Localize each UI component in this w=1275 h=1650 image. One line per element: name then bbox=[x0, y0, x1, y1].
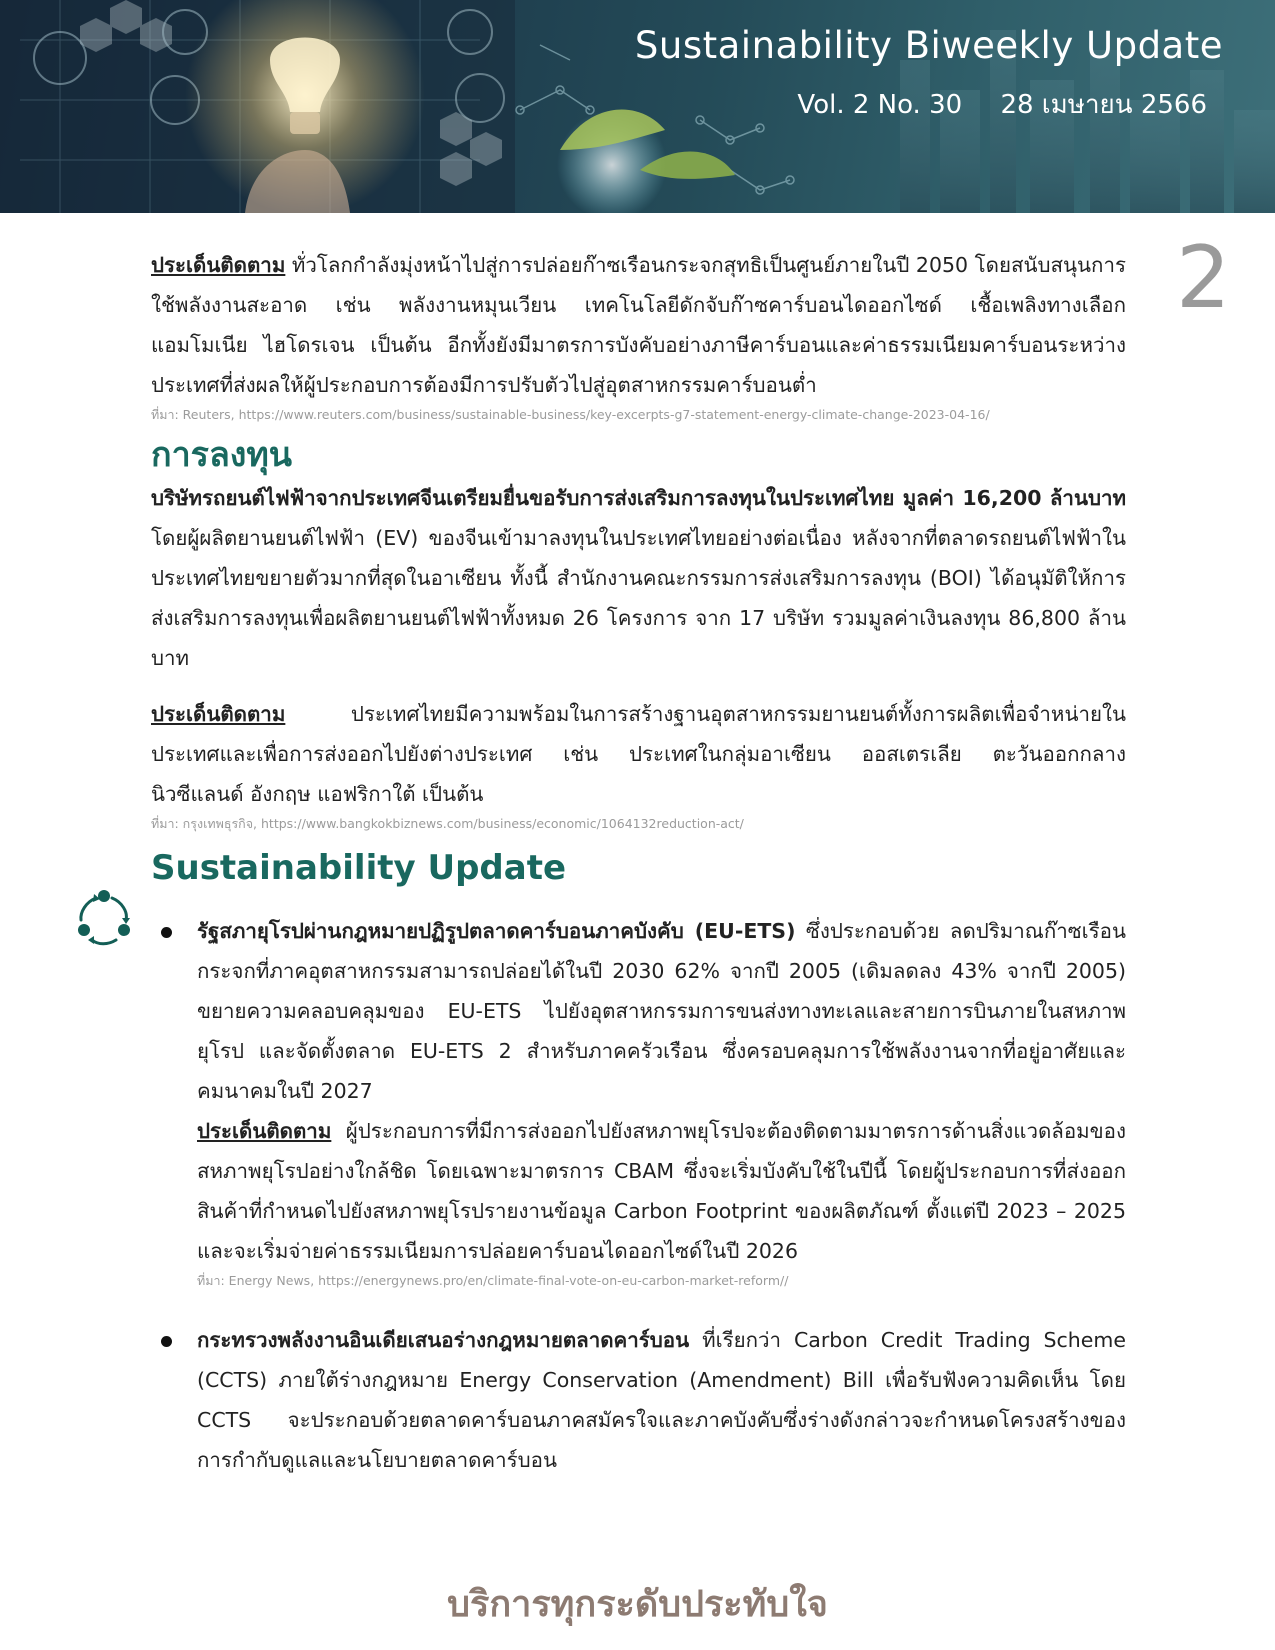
news-title: กระทรวงพลังงานอินเดียเสนอร่างกฎหมายตลาดคาร์บอน bbox=[197, 1328, 690, 1352]
news-paragraph bbox=[197, 911, 1126, 1111]
investment-followup bbox=[151, 694, 1126, 814]
sustainability-section bbox=[151, 845, 1126, 1480]
news-followup-text: ผู้ประกอบการที่มีการส่งออกไปยังสหภาพยุโรปจะต้องติดตามมาตรการด้านสิ่งแวดล้อมของสหภาพยุโรปอย่างใกล้ชิด โดยเฉพาะมาตรการ CBAM ซึ่งจะเริ่มบังคับใช้ในปีนี้ โดยผู้ประกอบการที่ส่งออกสินค้าที่กำหนดไปยังสหภาพยุโรปรายงานข้อมูล Carbon Footprint ของผลิตภัณฑ์ ตั้งแต่ปี 2023 – 2025 และจะเริ่มจ่ายค่าธรรมเนียมการปล่อยคาร์บอนไดออกไซด์ในปี 2026 bbox=[197, 1119, 1126, 1263]
followup-keyword: ประเด็นติดตาม bbox=[151, 702, 286, 726]
source-note: ที่มา: กรุงเทพธุรกิจ, https://www.bangkokbiznews.com/business/economic/1064132reduction-act/ bbox=[151, 816, 744, 831]
publication-title: Sustainability Biweekly Update bbox=[634, 24, 1223, 67]
section-heading-investment: การลงทุน bbox=[151, 435, 293, 475]
list-item bbox=[151, 1320, 1126, 1480]
cycle-arrows-icon bbox=[76, 890, 132, 946]
bullet-icon bbox=[161, 1336, 172, 1347]
intro-section bbox=[151, 245, 1126, 424]
investment-body: โดยผู้ผลิตยานยนต์ไฟฟ้า (EV) ของจีนเข้ามาลงทุนในประเทศไทยอย่างต่อเนื่อง หลังจากที่ตลาดรถยนต์ไฟฟ้าในประเทศไทยขยายตัวมากที่สุดในอาเซียน ทั้งนี้ สำนักงานคณะกรรมการส่งเสริมการลงทุน (BOI) ได้อนุมัติให้การส่งเสริมการลงทุนเพื่อผลิตยานยนต์ไฟฟ้าทั้งหมด 26 โครงการ จาก 17 บริษัท รวมมูลค่าเงินลงทุน 86,800 ล้านบาท bbox=[151, 526, 1126, 670]
news-list bbox=[151, 911, 1126, 1480]
issue-date: 28 เมษายน 2566 bbox=[1000, 90, 1207, 120]
investment-lead: บริษัทรถยนต์ไฟฟ้าจากประเทศจีนเตรียมยื่นขอรับการส่งเสริมการลงทุนในประเทศไทย มูลค่า 16,200 ล้านบาท bbox=[151, 486, 1126, 510]
issue-number: Vol. 2 No. 30 bbox=[797, 90, 963, 120]
intro-paragraph bbox=[151, 245, 1126, 405]
source-note: ที่มา: Reuters, https://www.reuters.com/business/sustainable-business/key-excerpts-g7-statement-energy-climate-change-2023-04-16/ bbox=[151, 407, 990, 422]
followup-keyword: ประเด็นติดตาม bbox=[197, 1119, 332, 1143]
news-title: รัฐสภายุโรปผ่านกฎหมายปฏิรูปตลาดคาร์บอนภาคบังคับ (EU-ETS) bbox=[197, 919, 796, 943]
source-note: ที่มา: Energy News, https://energynews.pro/en/climate-final-vote-on-eu-carbon-market-reform// bbox=[197, 1273, 789, 1288]
news-followup bbox=[197, 1111, 1126, 1271]
section-heading-sustainability: Sustainability Update bbox=[151, 848, 567, 888]
header-banner bbox=[0, 0, 1275, 213]
investment-section bbox=[151, 432, 1126, 833]
investment-paragraph bbox=[151, 478, 1126, 678]
news-body: ซึ่งประกอบด้วย ลดปริมาณก๊าซเรือนกระจกที่ภาคอุตสาหกรรมสามารถปล่อยได้ในปี 2030 62% จากปี 2005 (เดิมลดลง 43% จากปี 2005) ขยายความคลอบคลุมของ EU-ETS ไปยังอุตสาหกรรมการขนส่งทางทะเลและสายการบินภายในสหภาพยุโรป และจัดตั้งตลาด EU-ETS 2 สำหรับภาคครัวเรือน ซึ่งครอบคลุมการใช้พลังงานจากที่อยู่อาศัยและคมนาคมในปี 2027 bbox=[197, 919, 1127, 1103]
footer-slogan: บริการทุกระดับประทับใจ bbox=[447, 1584, 828, 1625]
investment-followup-text: ประเทศไทยมีความพร้อมในการสร้างฐานอุตสาหกรรมยานยนต์ทั้งการผลิตเพื่อจำหน่ายในประเทศและเพื่อการส่งออกไปยังต่างประเทศ เช่น ประเทศในกลุ่มอาเซียน ออสเตรเลีย ตะวันออกกลาง นิวซีแลนด์ อังกฤษ แอฟริกาใต้ เป็นต้น bbox=[151, 702, 1126, 806]
main-content bbox=[151, 245, 1126, 1480]
issue-info bbox=[797, 84, 1207, 125]
news-body: ที่เรียกว่า Carbon Credit Trading Scheme (CCTS) ภายใต้ร่างกฎหมาย Energy Conservation (Amendment) Bill เพื่อรับฟังความคิดเห็น โดย CCTS จะประกอบด้วยตลาดคาร์บอนภาคสมัครใจและภาคบังคับซึ่งร่างดังกล่าวจะกำหนดโครงสร้างของการกำกับดูแลและนโยบายตลาดคาร์บอน bbox=[197, 1328, 1126, 1472]
news-paragraph bbox=[197, 1320, 1126, 1480]
page-number: 2 bbox=[1176, 228, 1231, 328]
followup-keyword: ประเด็นติดตาม bbox=[151, 253, 286, 277]
list-item bbox=[151, 911, 1126, 1290]
intro-text: ทั่วโลกกำลังมุ่งหน้าไปสู่การปล่อยก๊าซเรือนกระจกสุทธิเป็นศูนย์ภายในปี 2050 โดยสนับสนุนการใช้พลังงานสะอาด เช่น พลังงานหมุนเวียน เทคโนโลยีดักจับก๊าซคาร์บอนไดออกไซด์ เชื้อเพลิงทางเลือกแอมโมเนีย ไฮโดรเจน เป็นต้น อีกทั้งยังมีมาตรการบังคับอย่างภาษีคาร์บอนและค่าธรรมเนียมคาร์บอนระหว่างประเทศที่ส่งผลให้ผู้ประกอบการต้องมีการปรับตัวไปสู่อุตสาหกรรมคาร์บอนต่ำ bbox=[151, 253, 1126, 397]
bullet-icon bbox=[161, 927, 172, 938]
